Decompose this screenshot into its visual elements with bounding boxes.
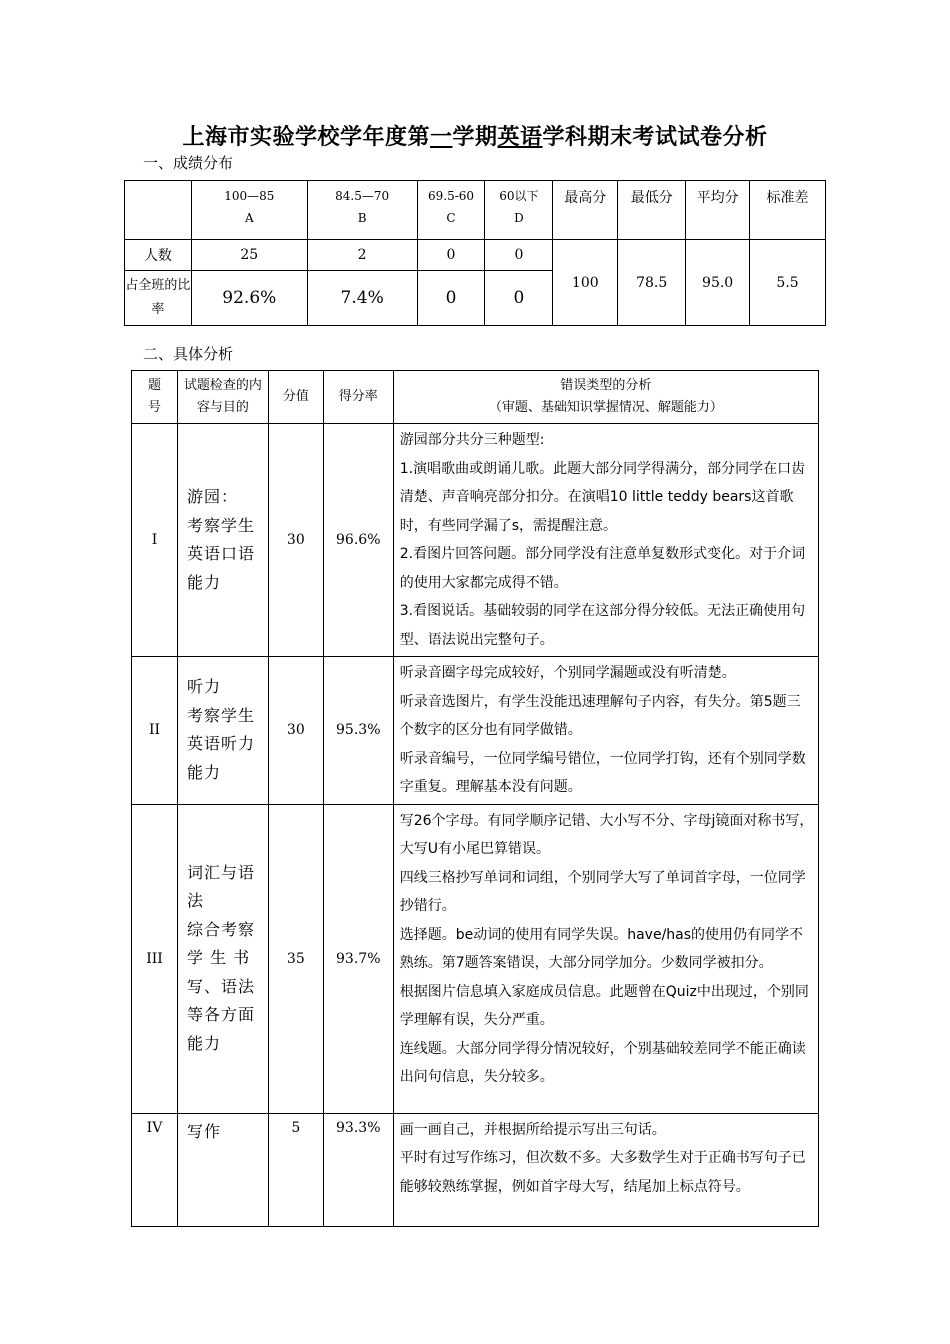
title-blank: 一 [429, 125, 453, 150]
row-3-purpose: 词汇与语 法 综合考察 学 生 书 写、语法 等各方面 能力 [177, 804, 268, 1113]
grade-header-b: 84.5—70 B [307, 181, 417, 240]
max-score-value: 100 [553, 240, 618, 326]
count-a: 25 [191, 240, 307, 271]
ratio-a: 92.6% [191, 271, 307, 326]
row-3-analysis: 写26个字母。有同学顺序记错、大小写不分、字母j镜面对称书写，大写U有小尾巴算错误。 四线三格抄写单词和词组，个别同学大写了单词首字母，一位同学抄错行。 选择题。be动词的使用有同学失误。have/has的使用仍有同学不熟练。第7题答案错误，大部分同学加分。少数同学被扣分。 根据图片信息填入家庭成员信息。此题曾在Quiz中出现过，个别同学理解有误，失分严重。 连线题。大部分同学得分情况较好，个别基础较差同学不能正确读出问句信息，失分较多。 [393, 804, 818, 1113]
row-1-analysis: 游园部分共分三种题型: 1.演唱歌曲或朗诵儿歌。此题大部分同学得满分，部分同学在口齿清楚、声音响亮部分扣分。在演唱10 little teddy bears这首歌时，有些同学漏了s，需提醒注意。 2.看图片回答问题。部分同学没有注意单复数形式变化。对于介词的使用大家都完成得不错。 3.看图说话。基础较弱的同学在这部分得分较低。无法正确使用句型、语法说出完整句子。 [393, 424, 818, 657]
grade-header-c: 69.5-60 C [417, 181, 485, 240]
row-3-num: III [132, 804, 178, 1113]
ratio-c: 0 [417, 271, 485, 326]
row-3-rate: 93.7% [323, 804, 393, 1113]
row-4-purpose: 写作 [177, 1113, 268, 1226]
grade-header-a: 100—85 A [191, 181, 307, 240]
header-num: 题号 [132, 371, 178, 424]
grade-header-d: 60以下 D [485, 181, 553, 240]
row-4-rate: 93.3% [323, 1113, 393, 1226]
avg-score-header: 平均分 [686, 181, 750, 240]
row-4-analysis: 画一画自己，并根据所给提示写出三句话。 平时有过写作练习，但次数不多。大多数学生对于正确书写句子已能够较熟练掌握，例如首字母大写，结尾加上标点符号。 [393, 1113, 818, 1226]
row-3-score: 35 [268, 804, 323, 1113]
avg-score-value: 95.0 [686, 240, 750, 326]
row-4-num: IV [132, 1113, 178, 1226]
count-row-label: 人数 [125, 240, 192, 271]
grade-distribution-table [124, 180, 826, 326]
max-score-header: 最高分 [553, 181, 618, 240]
section-1-heading: 一、成绩分布 [143, 154, 234, 172]
row-2-analysis: 听录音圈字母完成较好，个别同学漏题或没有听清楚。 听录音选图片，有学生没能迅速理解句子内容，有失分。第5题三个数字的区分也有同学做错。 听录音编号，一位同学编号错位，一位同学打钩，还有个别同学数字重复。理解基本没有问题。 [393, 657, 818, 805]
count-b: 2 [307, 240, 417, 271]
row-2-score: 30 [268, 657, 323, 805]
header-purpose: 试题检查的内容与目的 [177, 371, 268, 424]
std-dev-header: 标准差 [750, 181, 826, 240]
analysis-table [131, 370, 819, 1227]
row-2-num: II [132, 657, 178, 805]
row-1-purpose: 游园： 考察学生 英语口语 能力 [177, 424, 268, 657]
ratio-b: 7.4% [307, 271, 417, 326]
min-score-value: 78.5 [618, 240, 686, 326]
header-score: 分值 [268, 371, 323, 424]
count-d: 0 [485, 240, 553, 271]
ratio-d: 0 [485, 271, 553, 326]
row-1-rate: 96.6% [323, 424, 393, 657]
section-2-heading: 二、具体分析 [143, 345, 234, 363]
row-1-num: I [132, 424, 178, 657]
std-dev-value: 5.5 [750, 240, 826, 326]
corner-cell [125, 181, 192, 240]
row-2-rate: 95.3% [323, 657, 393, 805]
page-title: 上海市实验学校学年度第一学期英语学科期末考试试卷分析 [182, 125, 768, 150]
title-subject: 英语 [497, 125, 543, 150]
header-analysis: 错误类型的分析 （审题、基础知识掌握情况、解题能力） [393, 371, 818, 424]
header-rate: 得分率 [323, 371, 393, 424]
min-score-header: 最低分 [618, 181, 686, 240]
row-1-score: 30 [268, 424, 323, 657]
count-c: 0 [417, 240, 485, 271]
ratio-row-label: 占全班的比率 [125, 271, 192, 326]
row-4-score: 5 [268, 1113, 323, 1226]
row-2-purpose: 听力 考察学生 英语听力 能力 [177, 657, 268, 805]
